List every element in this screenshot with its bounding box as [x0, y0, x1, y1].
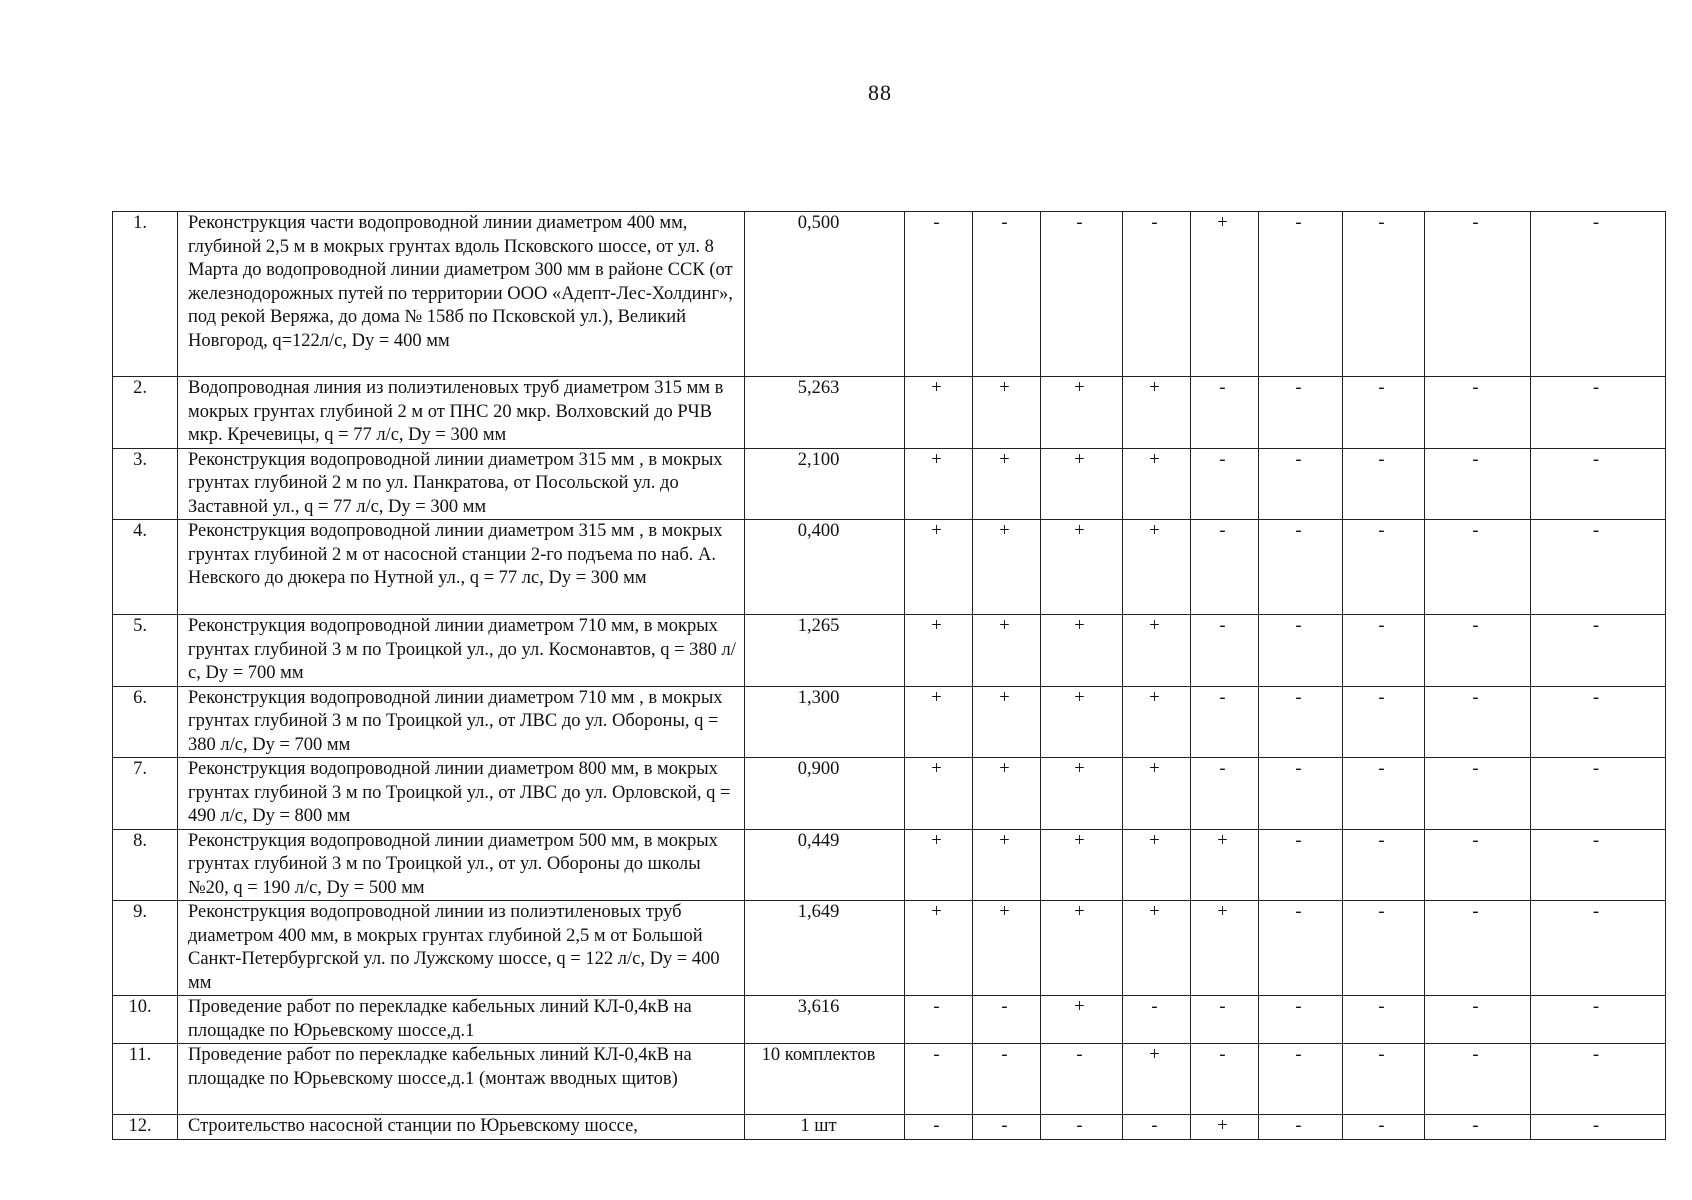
row-mark: +	[1041, 448, 1123, 520]
row-number: 7.	[113, 758, 178, 830]
table-row	[113, 829, 1666, 901]
row-mark: -	[1531, 901, 1666, 996]
row-mark: -	[905, 212, 973, 377]
table-row	[113, 377, 1666, 449]
row-mark: -	[1259, 615, 1343, 687]
row-value: 1,649	[745, 901, 905, 996]
row-mark: -	[1259, 901, 1343, 996]
row-value: 3,616	[745, 996, 905, 1044]
row-value: 0,500	[745, 212, 905, 377]
row-value: 0,900	[745, 758, 905, 830]
row-mark: -	[1425, 901, 1531, 996]
row-mark: -	[1259, 996, 1343, 1044]
row-description: Реконструкция водопроводной линии диаметром 315 мм , в мокрых грунтах глубиной 2 м от насосной станции 2-го подъема по наб. А. Невского до дюкера по Нутной ул., q = 77 лс, Dy = 300 мм	[178, 520, 745, 615]
row-description: Реконструкция части водопроводной линии диаметром 400 мм, глубиной 2,5 м в мокрых грунтах вдоль Псковского шоссе, от ул. 8 Марта до водопроводной линии диаметром 300 мм в районе ССК (от железнодорожных путей по территории ООО «Адепт-Лес-Холдинг», под рекой Веряжа, до дома № 158б по Псковской ул.), Великий Новгород, q=122л/с, Dy = 400 мм	[178, 212, 745, 377]
row-mark: -	[1041, 1044, 1123, 1115]
row-mark: +	[1123, 686, 1191, 758]
row-mark: -	[1343, 686, 1425, 758]
row-mark: -	[1191, 1044, 1259, 1115]
row-mark: +	[973, 758, 1041, 830]
row-mark: -	[1343, 615, 1425, 687]
row-mark: -	[1191, 686, 1259, 758]
row-mark: -	[1343, 758, 1425, 830]
row-mark: +	[1123, 829, 1191, 901]
row-mark: +	[905, 520, 973, 615]
table-row	[113, 448, 1666, 520]
row-value: 10 комплектов	[745, 1044, 905, 1115]
row-mark: -	[1191, 758, 1259, 830]
row-mark: +	[973, 901, 1041, 996]
row-mark: +	[1191, 829, 1259, 901]
row-mark: -	[1343, 520, 1425, 615]
row-mark: +	[1191, 1115, 1259, 1140]
row-mark: -	[1425, 686, 1531, 758]
row-mark: -	[1531, 829, 1666, 901]
row-mark: -	[1259, 1115, 1343, 1140]
row-mark: +	[1123, 448, 1191, 520]
row-mark: -	[1343, 901, 1425, 996]
page-number: 88	[868, 80, 892, 105]
row-mark: -	[1425, 212, 1531, 377]
row-number: 3.	[113, 448, 178, 520]
row-mark: -	[1123, 1115, 1191, 1140]
row-value: 0,400	[745, 520, 905, 615]
row-mark: +	[1041, 615, 1123, 687]
row-mark: -	[1531, 686, 1666, 758]
row-value: 0,449	[745, 829, 905, 901]
row-mark: -	[1425, 615, 1531, 687]
row-mark: -	[1191, 520, 1259, 615]
row-mark: +	[905, 901, 973, 996]
row-mark: -	[1425, 377, 1531, 449]
row-value: 5,263	[745, 377, 905, 449]
row-mark: -	[1191, 448, 1259, 520]
row-mark: +	[1041, 901, 1123, 996]
row-description: Реконструкция водопроводной линии из полиэтиленовых труб диаметром 400 мм, в мокрых грунтах глубиной 2,5 м от Большой Санкт-Петербургской ул. по Лужскому шоссе, q = 122 л/с, Dy = 400 мм	[178, 901, 745, 996]
row-description: Проведение работ по перекладке кабельных линий КЛ-0,4кВ на площадке по Юрьевскому шоссе,д.1 (монтаж вводных щитов)	[178, 1044, 745, 1115]
row-mark: -	[905, 1044, 973, 1115]
row-mark: +	[1041, 996, 1123, 1044]
row-mark: -	[973, 212, 1041, 377]
row-number: 8.	[113, 829, 178, 901]
row-description: Проведение работ по перекладке кабельных линий КЛ-0,4кВ на площадке по Юрьевскому шоссе,д.1	[178, 996, 745, 1044]
row-mark: -	[1191, 615, 1259, 687]
row-mark: +	[973, 686, 1041, 758]
row-description: Водопроводная линия из полиэтиленовых труб диаметром 315 мм в мокрых грунтах глубиной 2 м от ПНС 20 мкр. Волховский до РЧВ мкр. Кречевицы, q = 77 л/с, Dy = 300 мм	[178, 377, 745, 449]
row-mark: -	[1425, 758, 1531, 830]
row-mark: -	[1425, 996, 1531, 1044]
row-mark: -	[1531, 212, 1666, 377]
row-number: 9.	[113, 901, 178, 996]
row-mark: +	[1191, 901, 1259, 996]
row-mark: -	[1343, 212, 1425, 377]
row-mark: +	[905, 829, 973, 901]
row-mark: -	[1041, 1115, 1123, 1140]
row-description: Строительство насосной станции по Юрьевскому шоссе,	[178, 1115, 745, 1140]
row-mark: +	[1041, 758, 1123, 830]
row-mark: -	[1531, 1044, 1666, 1115]
row-mark: -	[1425, 1044, 1531, 1115]
table-row	[113, 615, 1666, 687]
row-mark: +	[973, 829, 1041, 901]
row-mark: -	[1343, 829, 1425, 901]
row-mark: -	[1191, 377, 1259, 449]
row-mark: -	[1343, 1115, 1425, 1140]
row-mark: -	[1259, 758, 1343, 830]
row-mark: -	[1531, 1115, 1666, 1140]
row-value: 1,300	[745, 686, 905, 758]
row-description: Реконструкция водопроводной линии диаметром 800 мм, в мокрых грунтах глубиной 3 м по Троицкой ул., от ЛВС до ул. Орловской, q = 490 л/с, Dy = 800 мм	[178, 758, 745, 830]
row-mark: -	[973, 996, 1041, 1044]
row-mark: -	[1531, 758, 1666, 830]
row-mark: -	[1343, 996, 1425, 1044]
table-row	[113, 686, 1666, 758]
row-mark: +	[973, 448, 1041, 520]
row-mark: +	[1041, 829, 1123, 901]
row-mark: -	[1425, 1115, 1531, 1140]
row-value: 1 шт	[745, 1115, 905, 1140]
row-mark: +	[1123, 758, 1191, 830]
row-mark: +	[1041, 377, 1123, 449]
row-mark: -	[1259, 829, 1343, 901]
row-mark: +	[905, 377, 973, 449]
row-mark: +	[1041, 686, 1123, 758]
row-mark: -	[1425, 520, 1531, 615]
row-mark: +	[905, 758, 973, 830]
row-mark: +	[973, 615, 1041, 687]
row-mark: +	[1123, 1044, 1191, 1115]
row-value: 2,100	[745, 448, 905, 520]
row-mark: +	[1123, 377, 1191, 449]
table-row	[113, 212, 1666, 377]
table-row	[113, 758, 1666, 830]
row-mark: -	[1259, 520, 1343, 615]
row-number: 2.	[113, 377, 178, 449]
row-mark: -	[1259, 1044, 1343, 1115]
row-mark: -	[1343, 448, 1425, 520]
row-mark: -	[1531, 996, 1666, 1044]
row-mark: -	[1425, 829, 1531, 901]
row-mark: -	[905, 1115, 973, 1140]
row-mark: -	[1123, 996, 1191, 1044]
table-row	[113, 901, 1666, 996]
row-number: 10.	[113, 996, 178, 1044]
row-mark: +	[905, 615, 973, 687]
works-table	[112, 211, 1666, 1140]
row-mark: -	[905, 996, 973, 1044]
row-description: Реконструкция водопроводной линии диаметром 710 мм , в мокрых грунтах глубиной 3 м по Троицкой ул., от ЛВС до ул. Обороны, q = 380 л/с, Dy = 700 мм	[178, 686, 745, 758]
row-number: 1.	[113, 212, 178, 377]
row-mark: -	[1041, 212, 1123, 377]
row-description: Реконструкция водопроводной линии диаметром 710 мм, в мокрых грунтах глубиной 3 м по Троицкой ул., до ул. Космонавтов, q = 380 л/с, Dy = 700 мм	[178, 615, 745, 687]
row-mark: +	[905, 448, 973, 520]
row-mark: -	[973, 1115, 1041, 1140]
row-number: 6.	[113, 686, 178, 758]
row-mark: -	[1191, 996, 1259, 1044]
row-mark: -	[1343, 377, 1425, 449]
table-row	[113, 1044, 1666, 1115]
row-mark: -	[1259, 686, 1343, 758]
row-mark: -	[1259, 377, 1343, 449]
row-mark: -	[1531, 520, 1666, 615]
row-mark: +	[1041, 520, 1123, 615]
row-number: 11.	[113, 1044, 178, 1115]
row-value: 1,265	[745, 615, 905, 687]
row-mark: -	[1425, 448, 1531, 520]
row-number: 5.	[113, 615, 178, 687]
table-row	[113, 1115, 1666, 1140]
row-description: Реконструкция водопроводной линии диаметром 500 мм, в мокрых грунтах глубиной 3 м по Троицкой ул., от ул. Обороны до школы №20, q = 190 л/с, Dy = 500 мм	[178, 829, 745, 901]
row-number: 12.	[113, 1115, 178, 1140]
row-mark: +	[905, 686, 973, 758]
row-number: 4.	[113, 520, 178, 615]
row-mark: +	[1123, 615, 1191, 687]
row-mark: -	[1123, 212, 1191, 377]
row-mark: -	[973, 1044, 1041, 1115]
row-mark: -	[1259, 448, 1343, 520]
row-mark: +	[1191, 212, 1259, 377]
table-row	[113, 520, 1666, 615]
row-mark: -	[1531, 448, 1666, 520]
row-mark: +	[973, 377, 1041, 449]
row-mark: -	[1531, 377, 1666, 449]
row-mark: -	[1343, 1044, 1425, 1115]
row-mark: +	[1123, 901, 1191, 996]
row-mark: -	[1531, 615, 1666, 687]
row-mark: +	[973, 520, 1041, 615]
table-row	[113, 996, 1666, 1044]
row-description: Реконструкция водопроводной линии диаметром 315 мм , в мокрых грунтах глубиной 2 м по ул. Панкратова, от Посольской ул. до Заставной ул., q = 77 л/с, Dy = 300 мм	[178, 448, 745, 520]
row-mark: +	[1123, 520, 1191, 615]
row-mark: -	[1259, 212, 1343, 377]
